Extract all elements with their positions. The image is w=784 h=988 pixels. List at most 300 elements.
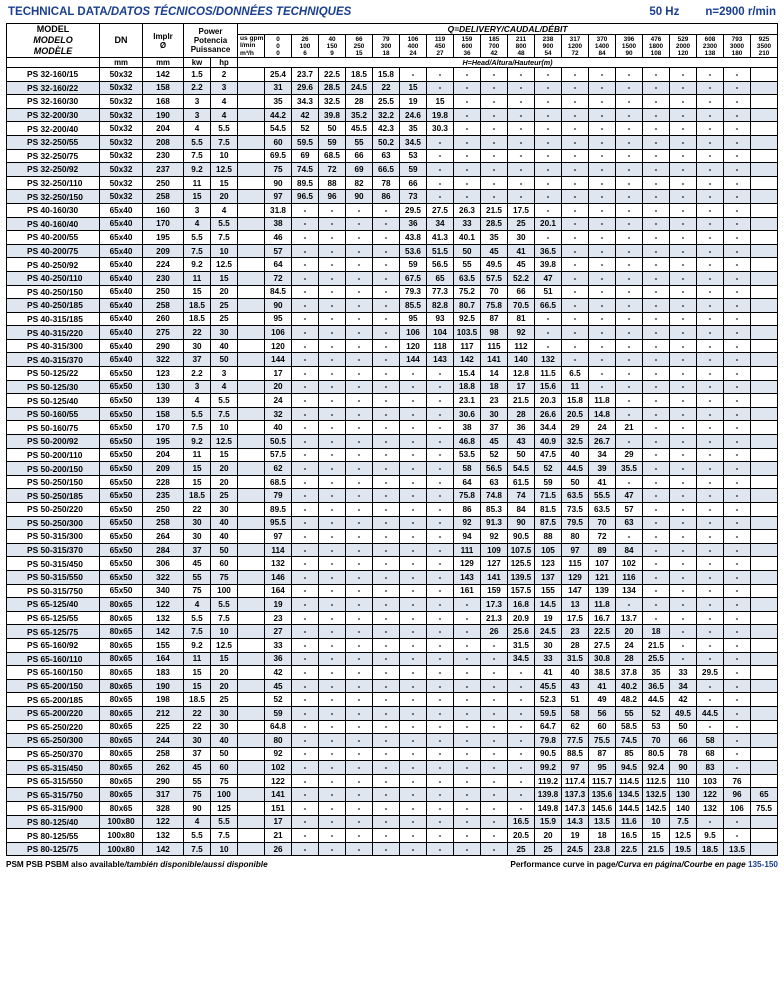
cell-head-10: 149.8	[535, 802, 562, 816]
cell-head-5: 29.5	[400, 203, 427, 217]
cell-impeller: 160	[143, 203, 184, 217]
cell-head-6: -	[427, 163, 454, 177]
cell-kw: 7.5	[184, 149, 211, 163]
cell-head-3: -	[346, 489, 373, 503]
cell-head-16: -	[697, 367, 724, 381]
cell-unit-spacer	[238, 380, 265, 394]
cell-head-0: 35	[265, 95, 292, 109]
cell-head-15: -	[670, 530, 697, 544]
cell-head-2: -	[319, 815, 346, 829]
cell-head-2: 22.5	[319, 68, 346, 82]
cell-head-13: -	[616, 299, 643, 313]
cell-head-2: 50	[319, 122, 346, 136]
cell-head-4: 66.5	[373, 163, 400, 177]
cell-model: PS 50-315/550	[7, 570, 100, 584]
cell-head-7: -	[454, 81, 481, 95]
cell-head-18	[751, 638, 778, 652]
cell-head-17: -	[724, 203, 751, 217]
cell-head-8: -	[481, 135, 508, 149]
table-row	[7, 489, 778, 503]
cell-head-11: -	[562, 203, 589, 217]
q-col-17: 793 3000 180	[724, 35, 751, 58]
cell-head-14: 18	[643, 625, 670, 639]
cell-head-7: -	[454, 611, 481, 625]
cell-model: PS 50-250/185	[7, 489, 100, 503]
table-row	[7, 747, 778, 761]
cell-model: PS 65-250/300	[7, 734, 100, 748]
cell-head-6: -	[427, 190, 454, 204]
cell-head-7: 143	[454, 570, 481, 584]
cell-head-18	[751, 326, 778, 340]
cell-head-13: -	[616, 598, 643, 612]
cell-head-8: -	[481, 761, 508, 775]
cell-head-5: -	[400, 407, 427, 421]
cell-model: PS 32-250/75	[7, 149, 100, 163]
cell-model: PS 40-250/92	[7, 258, 100, 272]
cell-kw: 55	[184, 570, 211, 584]
cell-head-14: -	[643, 339, 670, 353]
cell-head-11: -	[562, 271, 589, 285]
cell-head-14: -	[643, 244, 670, 258]
cell-head-6: 27.5	[427, 203, 454, 217]
cell-unit-spacer	[238, 285, 265, 299]
cell-head-1: -	[292, 271, 319, 285]
cell-head-4: 86	[373, 190, 400, 204]
cell-head-9: 70.5	[508, 299, 535, 313]
cell-impeller: 122	[143, 815, 184, 829]
cell-hp: 10	[211, 244, 238, 258]
cell-head-2: -	[319, 421, 346, 435]
cell-model: PS 40-250/150	[7, 285, 100, 299]
q-col-7: 159 600 36	[454, 35, 481, 58]
cell-head-1: -	[292, 339, 319, 353]
cell-head-5: -	[400, 842, 427, 856]
cell-dn: 80x65	[100, 638, 143, 652]
cell-head-11: 15.8	[562, 394, 589, 408]
cell-head-16: -	[697, 271, 724, 285]
cell-head-9: 17	[508, 380, 535, 394]
cell-model: PS 50-125/22	[7, 367, 100, 381]
cell-head-10: -	[535, 312, 562, 326]
cell-head-9: 81	[508, 312, 535, 326]
cell-head-1: -	[292, 638, 319, 652]
cell-head-13: 74.5	[616, 734, 643, 748]
cell-head-4: -	[373, 353, 400, 367]
cell-head-17: -	[724, 815, 751, 829]
cell-head-6: -	[427, 81, 454, 95]
cell-hp: 25	[211, 312, 238, 326]
cell-head-2: 32.5	[319, 95, 346, 109]
cell-unit-spacer	[238, 407, 265, 421]
q-col-10: 238 900 54	[535, 35, 562, 58]
cell-unit-spacer	[238, 598, 265, 612]
cell-dn: 80x65	[100, 652, 143, 666]
cell-head-13: -	[616, 530, 643, 544]
cell-head-3: -	[346, 625, 373, 639]
cell-head-0: 52	[265, 693, 292, 707]
cell-head-15: -	[670, 462, 697, 476]
cell-head-3: -	[346, 299, 373, 313]
cell-head-12: 30.8	[589, 652, 616, 666]
cell-head-11: 147	[562, 584, 589, 598]
cell-model: PS 65-160/92	[7, 638, 100, 652]
cell-head-15: -	[670, 339, 697, 353]
cell-head-14: 21.5	[643, 638, 670, 652]
cell-model: PS 32-200/40	[7, 122, 100, 136]
cell-head-8: -	[481, 176, 508, 190]
cell-head-13: -	[616, 435, 643, 449]
cell-head-14: -	[643, 462, 670, 476]
cell-head-15: -	[670, 244, 697, 258]
cell-head-18	[751, 163, 778, 177]
cell-head-3: 90	[346, 190, 373, 204]
cell-head-10: 99.2	[535, 761, 562, 775]
cell-head-6: 143	[427, 353, 454, 367]
cell-head-4: -	[373, 271, 400, 285]
cell-head-9: -	[508, 693, 535, 707]
cell-head-9: 36	[508, 421, 535, 435]
cell-dn: 50x32	[100, 176, 143, 190]
cell-head-0: 144	[265, 353, 292, 367]
cell-head-0: 64	[265, 258, 292, 272]
cell-dn: 65x50	[100, 394, 143, 408]
cell-hp: 15	[211, 271, 238, 285]
cell-head-3: -	[346, 231, 373, 245]
cell-head-17: -	[724, 516, 751, 530]
cell-head-10: -	[535, 149, 562, 163]
cell-head-14: 25.5	[643, 652, 670, 666]
cell-head-1: -	[292, 231, 319, 245]
cell-head-2: -	[319, 285, 346, 299]
cell-head-13: -	[616, 326, 643, 340]
cell-model: PS 50-315/450	[7, 557, 100, 571]
cell-head-15: -	[670, 448, 697, 462]
cell-dn: 50x32	[100, 95, 143, 109]
cell-head-8: 23	[481, 394, 508, 408]
cell-head-2: -	[319, 842, 346, 856]
cell-head-3: -	[346, 285, 373, 299]
cell-kw: 9.2	[184, 435, 211, 449]
cell-impeller: 139	[143, 394, 184, 408]
q-col-8: 185 700 42	[481, 35, 508, 58]
cell-head-3: -	[346, 557, 373, 571]
cell-head-15: -	[670, 435, 697, 449]
cell-head-18	[751, 81, 778, 95]
cell-head-7: -	[454, 802, 481, 816]
cell-head-15: -	[670, 312, 697, 326]
cell-head-10: 52	[535, 462, 562, 476]
cell-head-3: -	[346, 244, 373, 258]
cell-head-6: 82.8	[427, 299, 454, 313]
cell-head-16: -	[697, 611, 724, 625]
cell-head-2: -	[319, 638, 346, 652]
cell-head-14: -	[643, 190, 670, 204]
cell-head-9: -	[508, 95, 535, 109]
cell-head-7: 161	[454, 584, 481, 598]
cell-kw: 15	[184, 462, 211, 476]
cell-head-2: -	[319, 367, 346, 381]
table-row	[7, 625, 778, 639]
cell-head-17: -	[724, 475, 751, 489]
cell-head-6: -	[427, 557, 454, 571]
cell-dn: 50x32	[100, 108, 143, 122]
cell-impeller: 158	[143, 407, 184, 421]
cell-head-18	[751, 353, 778, 367]
cell-head-3: -	[346, 462, 373, 476]
cell-unit-spacer	[238, 584, 265, 598]
cell-impeller: 195	[143, 231, 184, 245]
cell-head-10: 33	[535, 652, 562, 666]
cell-head-18	[751, 271, 778, 285]
cell-head-8: -	[481, 666, 508, 680]
cell-head-13: -	[616, 81, 643, 95]
unit-labels-cell: us gpm l/min m³/h	[238, 35, 265, 58]
header-row-1	[7, 24, 778, 35]
cell-head-12: -	[589, 299, 616, 313]
cell-head-10: 47.5	[535, 448, 562, 462]
cell-dn: 65x50	[100, 462, 143, 476]
cell-head-16: -	[697, 149, 724, 163]
cell-head-12: 39	[589, 462, 616, 476]
table-row	[7, 203, 778, 217]
cell-head-11: 50	[562, 475, 589, 489]
cell-head-7: 75.2	[454, 285, 481, 299]
cell-head-11: 62	[562, 720, 589, 734]
cell-head-7: 50	[454, 244, 481, 258]
cell-head-0: 38	[265, 217, 292, 231]
cell-head-17: -	[724, 95, 751, 109]
cell-head-3: 82	[346, 176, 373, 190]
cell-head-10: 88	[535, 530, 562, 544]
cell-head-14: 70	[643, 734, 670, 748]
cell-head-9: -	[508, 149, 535, 163]
cell-head-9: -	[508, 108, 535, 122]
cell-unit-spacer	[238, 299, 265, 313]
cell-head-5: 59	[400, 258, 427, 272]
cell-head-1: -	[292, 693, 319, 707]
cell-head-4: -	[373, 638, 400, 652]
cell-head-5: -	[400, 598, 427, 612]
cell-head-5: -	[400, 380, 427, 394]
cell-model: PS 50-125/30	[7, 380, 100, 394]
cell-head-17: -	[724, 530, 751, 544]
cell-head-3: -	[346, 516, 373, 530]
cell-head-11: -	[562, 299, 589, 313]
cell-head-15: -	[670, 68, 697, 82]
cell-head-12: 38.5	[589, 666, 616, 680]
cell-head-5: 19	[400, 95, 427, 109]
cell-head-1: -	[292, 611, 319, 625]
cell-head-11: -	[562, 149, 589, 163]
cell-head-7: -	[454, 761, 481, 775]
table-row	[7, 407, 778, 421]
cell-head-3: -	[346, 774, 373, 788]
cell-head-18	[751, 679, 778, 693]
cell-head-14: 132.5	[643, 788, 670, 802]
cell-head-1: -	[292, 299, 319, 313]
cell-head-16: -	[697, 68, 724, 82]
cell-impeller: 195	[143, 435, 184, 449]
cell-head-17: 106	[724, 802, 751, 816]
cell-head-18	[751, 135, 778, 149]
cell-head-7: 86	[454, 503, 481, 517]
table-row	[7, 271, 778, 285]
cell-head-11: 115	[562, 557, 589, 571]
cell-head-4: 42.3	[373, 122, 400, 136]
cell-head-7: -	[454, 163, 481, 177]
cell-head-2: -	[319, 489, 346, 503]
cell-head-0: 60	[265, 135, 292, 149]
cell-head-15: -	[670, 570, 697, 584]
cell-head-6: 77.3	[427, 285, 454, 299]
cell-head-0: 164	[265, 584, 292, 598]
cell-head-16: -	[697, 203, 724, 217]
table-row	[7, 530, 778, 544]
cell-head-4: -	[373, 774, 400, 788]
cell-kw: 5.5	[184, 829, 211, 843]
cell-head-10: 19	[535, 611, 562, 625]
cell-unit-spacer	[238, 747, 265, 761]
cell-hp: 10	[211, 149, 238, 163]
cell-dn: 65x50	[100, 475, 143, 489]
cell-head-0: 45	[265, 679, 292, 693]
cell-head-8: 26	[481, 625, 508, 639]
cell-head-1: 59.5	[292, 135, 319, 149]
cell-head-5: -	[400, 802, 427, 816]
cell-head-15: 12.5	[670, 829, 697, 843]
cell-head-3: 18.5	[346, 68, 373, 82]
cell-head-6: -	[427, 135, 454, 149]
cell-dn: 65x50	[100, 380, 143, 394]
cell-head-4: -	[373, 598, 400, 612]
cell-model: PS 65-125/40	[7, 598, 100, 612]
cell-head-18	[751, 815, 778, 829]
cell-head-14: -	[643, 149, 670, 163]
cell-impeller: 204	[143, 122, 184, 136]
cell-impeller: 225	[143, 720, 184, 734]
cell-kw: 22	[184, 503, 211, 517]
cell-hp: 7.5	[211, 407, 238, 421]
cell-head-1: -	[292, 679, 319, 693]
cell-unit-spacer	[238, 95, 265, 109]
cell-head-6: -	[427, 489, 454, 503]
cell-model: PS 32-250/92	[7, 163, 100, 177]
cell-head-3: -	[346, 203, 373, 217]
cell-impeller: 322	[143, 353, 184, 367]
cell-head-18	[751, 557, 778, 571]
cell-head-18	[751, 652, 778, 666]
cell-head-0: 31.8	[265, 203, 292, 217]
cell-impeller: 317	[143, 788, 184, 802]
cell-head-7: 80.7	[454, 299, 481, 313]
cell-head-9: 16.5	[508, 815, 535, 829]
cell-unit-spacer	[238, 761, 265, 775]
cell-head-2: -	[319, 339, 346, 353]
cell-head-8: 21.5	[481, 203, 508, 217]
cell-head-0: 19	[265, 598, 292, 612]
cell-head-9: -	[508, 135, 535, 149]
cell-head-2: -	[319, 761, 346, 775]
cell-head-7: 23.1	[454, 394, 481, 408]
cell-head-13: -	[616, 258, 643, 272]
cell-head-10: 30	[535, 638, 562, 652]
cell-head-16: -	[697, 557, 724, 571]
cell-head-18	[751, 421, 778, 435]
cell-kw: 4	[184, 217, 211, 231]
cell-head-11: -	[562, 68, 589, 82]
cell-head-2: -	[319, 625, 346, 639]
cell-head-9: 31.5	[508, 638, 535, 652]
cell-unit-spacer	[238, 611, 265, 625]
cell-kw: 18.5	[184, 693, 211, 707]
cell-head-6: 19.8	[427, 108, 454, 122]
cell-head-3: -	[346, 679, 373, 693]
cell-head-4: -	[373, 407, 400, 421]
cell-head-5: 15	[400, 81, 427, 95]
cell-head-9: 30	[508, 231, 535, 245]
cell-head-15: -	[670, 543, 697, 557]
cell-kw: 18.5	[184, 489, 211, 503]
cell-head-16: -	[697, 231, 724, 245]
unit-model	[7, 58, 100, 68]
cell-head-11: 14.3	[562, 815, 589, 829]
cell-impeller: 328	[143, 802, 184, 816]
table-row	[7, 380, 778, 394]
cell-head-16: -	[697, 679, 724, 693]
cell-head-17: -	[724, 435, 751, 449]
table-row	[7, 638, 778, 652]
cell-model: PS 50-315/300	[7, 530, 100, 544]
cell-impeller: 258	[143, 747, 184, 761]
cell-head-9: -	[508, 679, 535, 693]
cell-head-13: -	[616, 95, 643, 109]
cell-head-0: 89.5	[265, 503, 292, 517]
table-row	[7, 598, 778, 612]
cell-head-18	[751, 516, 778, 530]
cell-head-3: -	[346, 271, 373, 285]
cell-head-6: -	[427, 380, 454, 394]
cell-head-11: 129	[562, 570, 589, 584]
cell-unit-spacer	[238, 149, 265, 163]
cell-head-17: -	[724, 448, 751, 462]
cell-head-9: 25	[508, 842, 535, 856]
cell-head-14: -	[643, 611, 670, 625]
cell-head-13: 134.5	[616, 788, 643, 802]
cell-head-2: -	[319, 244, 346, 258]
cell-impeller: 142	[143, 625, 184, 639]
cell-head-10: -	[535, 95, 562, 109]
cell-head-16: 103	[697, 774, 724, 788]
cell-head-4: 63	[373, 149, 400, 163]
cell-head-7: -	[454, 190, 481, 204]
cell-kw: 3	[184, 108, 211, 122]
cell-head-12: -	[589, 271, 616, 285]
cell-head-7: -	[454, 135, 481, 149]
cell-head-12: 27.5	[589, 638, 616, 652]
cell-head-14: 92.4	[643, 761, 670, 775]
cell-head-0: 79	[265, 489, 292, 503]
cell-head-9: 17.5	[508, 203, 535, 217]
table-row	[7, 788, 778, 802]
cell-head-13: -	[616, 367, 643, 381]
cell-head-8: 52	[481, 448, 508, 462]
cell-head-12: -	[589, 190, 616, 204]
cell-head-1: -	[292, 625, 319, 639]
cell-head-15: 140	[670, 802, 697, 816]
cell-head-16: -	[697, 652, 724, 666]
cell-head-3: 45.5	[346, 122, 373, 136]
cell-unit-spacer	[238, 679, 265, 693]
